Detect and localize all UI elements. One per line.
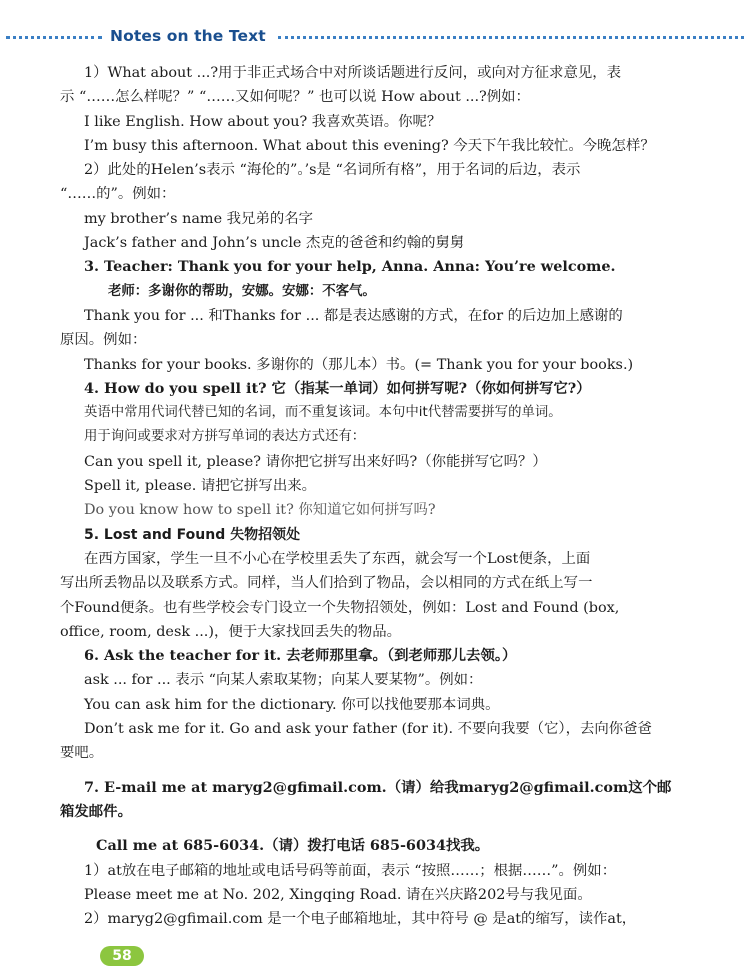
text-line: 3. Teacher: Thank you for your help, Anna. Anna: You’re welcome.: [84, 258, 616, 276]
page-number-badge: [100, 946, 144, 966]
paragraph-gap: [60, 824, 720, 834]
notes-body: [60, 61, 720, 931]
text-line: Spell it, please. 请把它拼写出来。: [84, 478, 316, 495]
text-line: I like English. How about you? 我喜欢英语。你呢？: [84, 113, 442, 130]
text-line: Thank you for ... 和Thanks for ... 都是表达感谢的方式，在for 的后边加上感谢的: [84, 307, 623, 324]
text-line: 示 “……怎么样呢？” “……又如何呢？” 也可以说 How about ...?例如：: [60, 89, 530, 106]
text-line: office, room, desk ...)，便于大家找回丢失的物品。: [60, 623, 402, 640]
text-line: 在西方国家，学生一旦不小心在学校里丢失了东西，就会写一个Lost便条，上面: [84, 550, 591, 567]
text-line: You can ask him for the dictionary. 你可以找他要那本词典。: [84, 696, 500, 713]
text-line: 老师：多谢你的帮助，安娜。安娜：不客气。: [108, 283, 376, 299]
text-line: Call me at 685-6034.（请）拨打电话 685-6034找我。: [96, 837, 490, 855]
text-line: Please meet me at No. 202, Xingqing Road. 请在兴庆路202号与我见面。: [84, 886, 592, 903]
text-line: 1）at放在电子邮箱的地址或电话号码等前面，表示 “按照……；根据……”。例如：: [84, 862, 617, 879]
text-line: 用于询问或要求对方拼写单词的表达方式还有：: [84, 429, 366, 445]
text-line: 4. How do you spell it? 它（指某一单词）如何拼写呢?（你如何拼写它?）: [84, 379, 591, 397]
header-dotted-rule-left: [6, 36, 102, 39]
text-line: ask ... for ... 表示 “向某人索取某物；向某人要某物”。例如：: [84, 672, 483, 689]
text-line: 要吧。: [60, 745, 104, 762]
text-line: 英语中常用代词代替已知的名词，而不重复该词。本句中it代替需要拼写的单词。: [84, 405, 562, 421]
text-line: 5. Lost and Found 失物招领处: [84, 526, 301, 543]
section-header: [0, 26, 751, 46]
text-line: 箱发邮件。: [60, 802, 132, 820]
text-line: 6. Ask the teacher for it. 去老师那里拿。（到老师那儿去领。）: [84, 647, 517, 665]
text-line: Thanks for your books. 多谢你的（那儿本）书。(= Thank you for your books.): [84, 356, 634, 373]
text-line: 2）maryg2@gfimail.com 是一个电子邮箱地址，其中符号 @ 是at的缩写，读作at，: [84, 911, 637, 928]
text-line: 写出所丢物品以及联系方式。同样，当人们拾到了物品，会以相同的方式在纸上写一: [60, 575, 593, 592]
section-title: Notes on the Text: [110, 27, 266, 45]
text-line: “……的”。例如：: [60, 186, 176, 203]
text-line: I’m busy this afternoon. What about this evening? 今天下午我比较忙。今晚怎样？: [84, 137, 655, 154]
text-line: Do you know how to spell it? 你知道它如何拼写吗?: [84, 502, 436, 519]
header-dotted-rule-right: [278, 36, 744, 39]
text-line: 1）What about ...?用于非正式场合中对所谈话题进行反问，或向对方征求意见，表: [84, 65, 622, 81]
text-line: Can you spell it, please? 请你把它拼写出来好吗?（你能拼写它吗？）: [84, 453, 547, 470]
text-line: 原因。例如：: [60, 332, 147, 349]
text-line: my brother’s name 我兄弟的名字: [84, 210, 314, 227]
text-line: 个Found便条。也有些学校会专门设立一个失物招领处，例如：Lost and Found (box,: [60, 599, 620, 616]
paragraph-gap: [60, 766, 720, 776]
text-line: Don’t ask me for it. Go and ask your father (for it). 不要向我要（它），去向你爸爸: [84, 721, 652, 738]
page-number: 58: [112, 948, 132, 964]
text-line: Jack’s father and John’s uncle 杰克的爸爸和约翰的舅舅: [84, 235, 465, 252]
text-line: 7. E-mail me at maryg2@gfimail.com.（请）给我maryg2@gfimail.com这个邮: [84, 778, 672, 796]
text-line: 2）此处的Helen’s表示 “海伦的”。’s是 “名词所有格”，用于名词的后边，表示: [84, 162, 581, 179]
